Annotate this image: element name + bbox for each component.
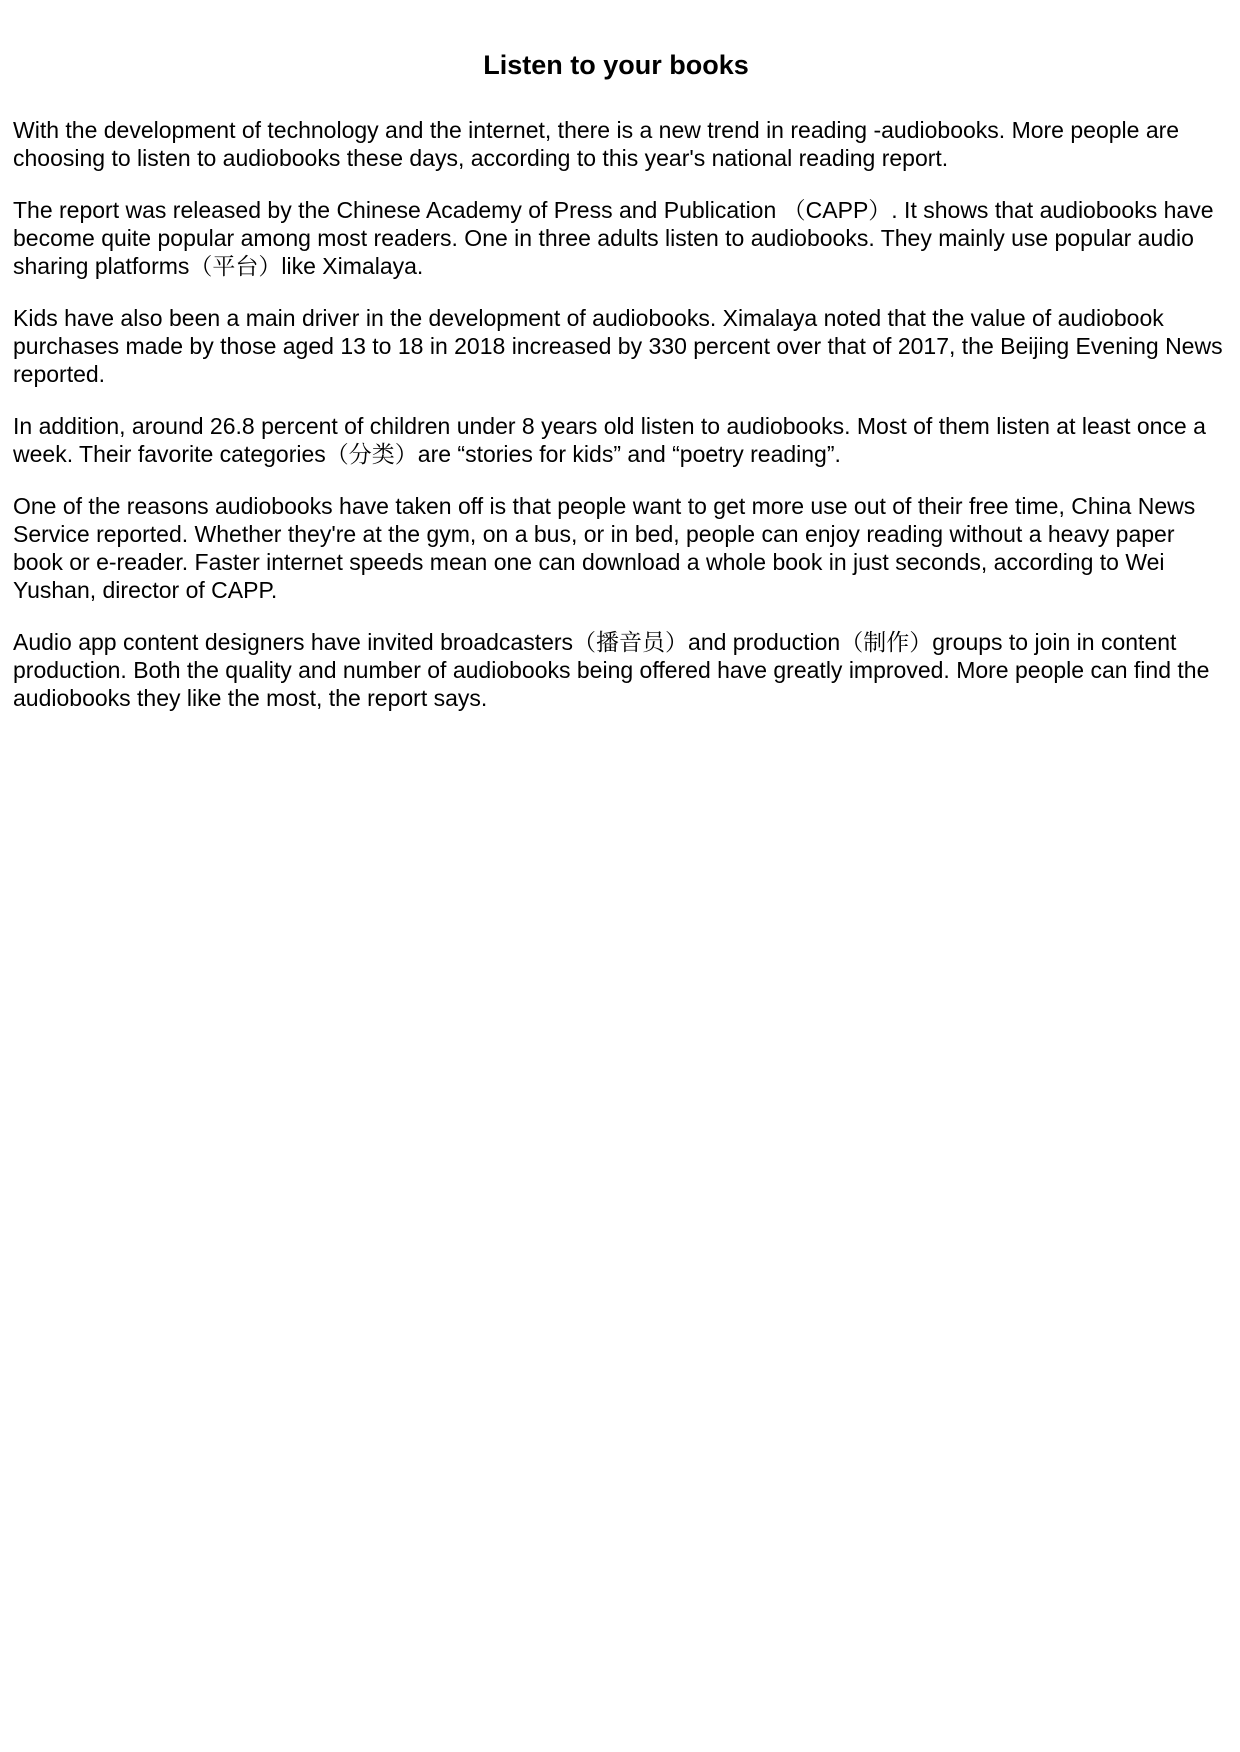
paragraph-4: In addition, around 26.8 percent of children under 8 years old listen to audiobooks. Most of them listen at least once a week. Their favorite categories（分类）are “stories for kids” and “poetry reading”. xyxy=(13,413,1206,467)
document-page xyxy=(13,48,1227,736)
paragraph-6: Audio app content designers have invited broadcasters（播音员）and production（制作）groups to join in content production. Both the quality and number of audiobooks being offered have greatly improved. More people can find the audiobooks they like the most, the report says. xyxy=(13,629,1210,711)
paragraph-3: Kids have also been a main driver in the development of audiobooks. Ximalaya noted that the value of audiobook purchases made by those aged 13 to 18 in 2018 increased by 330 percent over that of 2017, the Beijing Evening News reported. xyxy=(13,305,1223,387)
paragraph-1: With the development of technology and the internet, there is a new trend in reading -audiobooks. More people are choosing to listen to audiobooks these days, according to this year's national reading report. xyxy=(13,117,1180,171)
paragraph-2: The report was released by the Chinese Academy of Press and Publication （CAPP）. It shows that audiobooks have become quite popular among most readers. One in three adults listen to audiobooks. They mainly use popular audio sharing platforms（平台）like Ximalaya. xyxy=(13,197,1214,279)
document-title: Listen to your books xyxy=(483,50,749,80)
paragraph-5: One of the reasons audiobooks have taken off is that people want to get more use out of their free time, China News Service reported. Whether they're at the gym, on a bus, or in bed, people can enjoy reading without a heavy paper book or e-reader. Faster internet speeds mean one can download a whole book in just seconds, according to Wei Yushan, director of CAPP. xyxy=(13,493,1196,603)
